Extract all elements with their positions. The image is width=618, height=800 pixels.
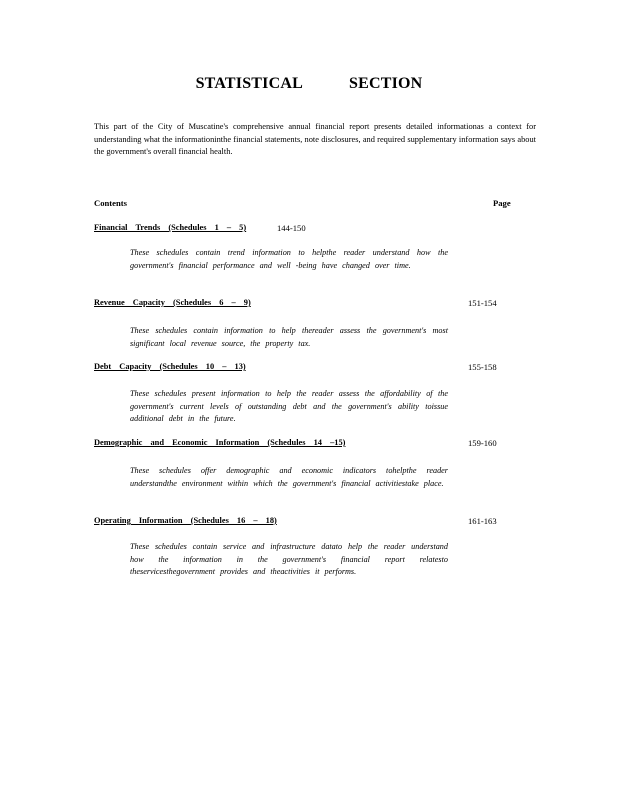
section-description-operating-information: These schedules contain service and infrastructure datato help the reader understand how the information in the government's financial report relatesto theservicesthegovernment provides and theactivities it performs. — [130, 542, 448, 576]
section-pages-financial-trends: 144-150 — [277, 223, 306, 233]
section-description-demographic-economic: These schedules offer demographic and economic indicators tohelpthe reader understandthe environment within which the government's financial activitiestake place. — [130, 466, 448, 488]
section-description-financial-trends: These schedules contain trend information to helpthe reader understand how the government's financial performance and well -being have changed over time. — [130, 248, 448, 270]
section-pages-operating-information: 161-163 — [468, 516, 497, 526]
section-heading-revenue-capacity: Revenue Capacity (Schedules 6 – 9) — [94, 298, 251, 307]
section-pages-demographic-economic: 159-160 — [468, 438, 497, 448]
section-description-revenue-capacity: These schedules contain information to help thereader assess the government's most significant local revenue source, the property tax. — [130, 326, 448, 348]
title-word-1: STATISTICAL — [195, 75, 303, 92]
title-word-2: SECTION — [349, 75, 423, 92]
page-column-label: Page — [493, 198, 511, 208]
section-pages-revenue-capacity: 151-154 — [468, 298, 497, 308]
section-heading-financial-trends: Financial Trends (Schedules 1 – 5) — [94, 223, 247, 232]
section-pages-debt-capacity: 155-158 — [468, 362, 497, 372]
page-title — [0, 75, 618, 93]
section-description-debt-capacity: These schedules present information to help the reader assess the affordability of the government's current levels of outstanding debt and the government's ability toissue additional debt in the future. — [130, 389, 448, 423]
contents-label: Contents — [94, 198, 127, 208]
section-heading-demographic-economic: Demographic and Economic Information (Schedules 14 –15) — [94, 438, 346, 447]
intro-paragraph: This part of the City of Muscatine's comprehensive annual financial report presents detailed informationas a context for understanding what the informationinthe financial statements, note disclosures, and required supplementary information says about the government's overall financial health. — [94, 122, 536, 156]
section-heading-debt-capacity: Debt Capacity (Schedules 10 – 13) — [94, 362, 246, 371]
section-heading-operating-information: Operating Information (Schedules 16 – 18) — [94, 516, 277, 525]
